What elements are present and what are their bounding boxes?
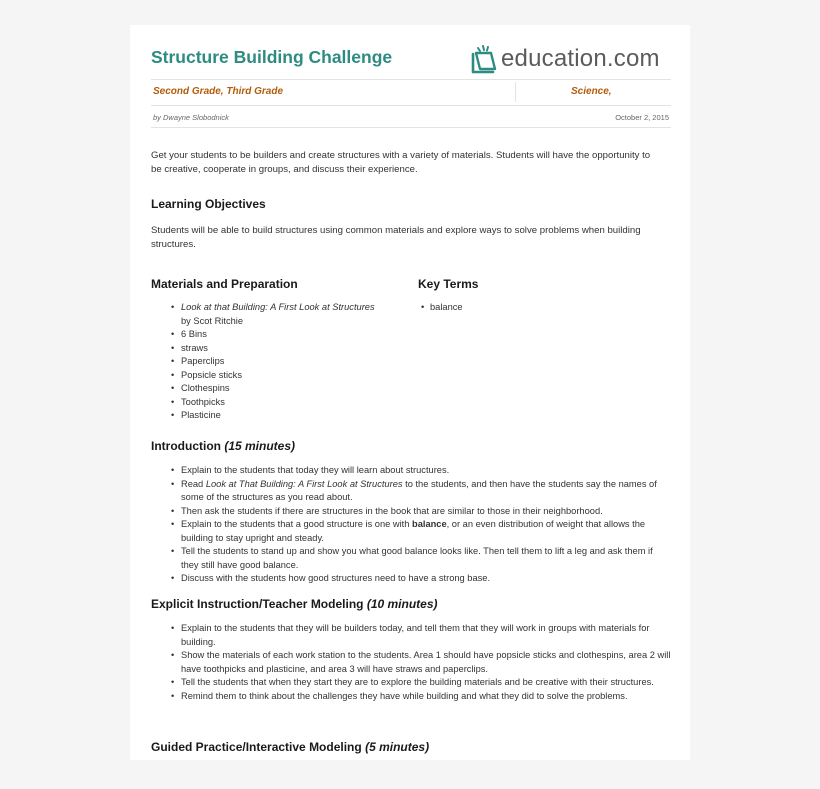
- introduction-title: Introduction: [151, 439, 221, 453]
- list-item: • straws: [151, 342, 411, 356]
- key-terms-list: [418, 301, 618, 315]
- section-heading-materials: Materials and Preparation: [151, 277, 298, 291]
- guided-duration: (5 minutes): [365, 740, 430, 754]
- list-item: • Toothpicks: [151, 396, 411, 410]
- explicit-duration: (10 minutes): [366, 597, 438, 611]
- materials-list: [151, 301, 411, 423]
- author-byline: by Dwayne Slobodnick: [153, 113, 229, 122]
- education-book-icon: [469, 44, 499, 76]
- meta-divider: [151, 127, 671, 128]
- list-item: • Clothespins: [151, 382, 411, 396]
- list-item: • Show the materials of each work station to the students. Area 1 should have popsicle sticks and clothespins, area 2 will have toothpicks and plasticine, and area 3 will have straws and paperclips.: [151, 649, 671, 676]
- logo-text: education: [501, 45, 607, 72]
- list-item: • Paperclips: [151, 355, 411, 369]
- guided-title: Guided Practice/Interactive Modeling: [151, 740, 362, 754]
- intro-item2-post: to the students, and then have the students say the names of some of the structures as you read about.: [181, 478, 657, 502]
- education-logo[interactable]: [469, 44, 674, 76]
- key-term-item: • balance: [418, 301, 618, 315]
- section-heading-introduction: [151, 439, 295, 453]
- explicit-title: Explicit Instruction/Teacher Modeling: [151, 597, 364, 611]
- list-item: • Tell the students to stand up and show you what good balance looks like. Then tell them to lift a leg and ask them if they still have good balance.: [151, 545, 671, 572]
- intro-item4-post: , or an even distribution of weight that allows the building to stay upright and steady.: [181, 519, 646, 543]
- intro-paragraph: Get your students to be builders and create structures with a variety of materials. Students will have the opportunity to be creative, cooperate in groups, and discuss their experience.: [151, 150, 651, 175]
- header-vertical-divider: [515, 82, 516, 102]
- grade-levels: Second Grade, Third Grade: [153, 86, 284, 97]
- introduction-duration: (15 minutes): [224, 439, 296, 453]
- list-item: • 6 Bins: [151, 328, 411, 342]
- lesson-page: [130, 25, 690, 760]
- intro-item2-book: Look at That Building: A First Look at Structures: [205, 478, 403, 489]
- introduction-list: [151, 464, 671, 586]
- list-item: • Then ask the students if there are structures in the book that are similar to those in their neighborhood.: [151, 505, 671, 519]
- header-divider-top: [151, 79, 671, 80]
- section-heading-explicit-instruction: [151, 597, 438, 611]
- intro-item4-term: balance: [412, 519, 447, 529]
- list-item: • Remind them to think about the challenges they have while building and what they did to solve the problems.: [151, 690, 671, 704]
- list-item: • Popsicle sticks: [151, 369, 411, 383]
- publish-date: October 2, 2015: [615, 113, 669, 122]
- subject-label: Science,: [571, 86, 612, 97]
- explicit-instruction-list: [151, 622, 671, 703]
- section-heading-key-terms: Key Terms: [418, 277, 479, 291]
- list-item: • Explain to the students that they will be builders today, and tell them that they will work in groups with materials for building.: [151, 622, 671, 649]
- intro-item2-pre: Read: [181, 478, 206, 489]
- logo-suffix: .com: [606, 45, 660, 72]
- list-item: • Tell the students that when they start they are to explore the building materials and be creative with their structures.: [151, 676, 671, 690]
- material-book-author: by Scot Ritchie: [181, 315, 244, 326]
- list-item: • Discuss with the students how good structures need to have a strong base.: [151, 572, 671, 586]
- objectives-text: Students will be able to build structures using common materials and explore ways to solve problems when building structures.: [151, 225, 641, 250]
- list-item: [151, 301, 411, 328]
- list-item: • Explain to the students that today they will learn about structures.: [151, 464, 671, 478]
- intro-item4-pre: Explain to the students that a good structure is one with: [181, 519, 413, 529]
- header-divider-bottom: [151, 105, 671, 106]
- material-book-title: Look at that Building: A First Look at Structures: [181, 302, 375, 312]
- section-heading-objectives: Learning Objectives: [151, 197, 266, 211]
- logo-wordmark: [501, 45, 660, 73]
- section-heading-guided-practice: [151, 740, 429, 754]
- list-item: • Plasticine: [151, 409, 411, 423]
- list-item: [151, 518, 671, 545]
- list-item: [151, 478, 671, 505]
- page-title: Structure Building Challenge: [151, 47, 393, 67]
